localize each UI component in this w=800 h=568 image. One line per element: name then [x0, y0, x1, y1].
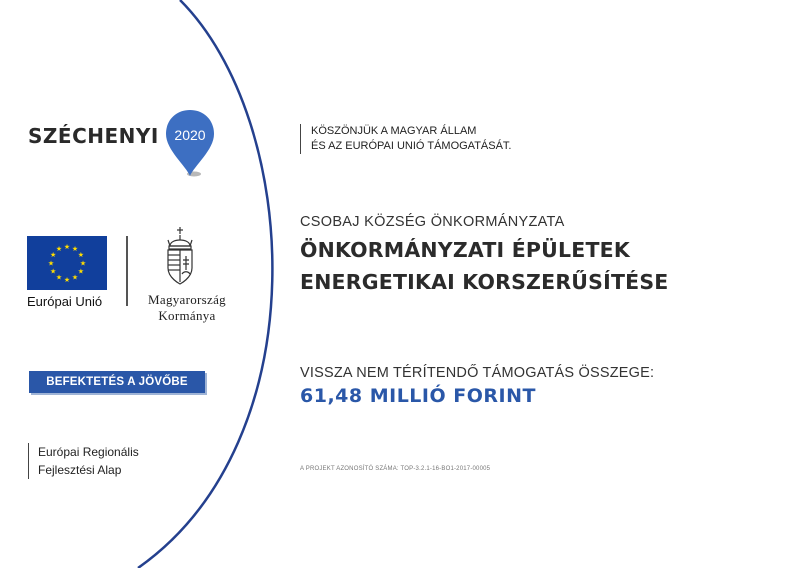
svg-text:★: ★ [49, 251, 57, 260]
svg-text:★: ★ [47, 259, 55, 268]
svg-text:★: ★ [71, 245, 79, 254]
location-pin-icon [164, 108, 216, 180]
project-title-line-1: ÖNKORMÁNYZATI ÉPÜLETEK [300, 238, 630, 262]
project-title [300, 234, 669, 298]
szechenyi-logo-text: SZÉCHENYI [28, 124, 159, 148]
grant-amount-value: 61,48 MILLIÓ FORINT [300, 385, 536, 407]
thanks-line-2: ÉS AZ EURÓPAI UNIÓ TÁMOGATÁSÁT. [311, 140, 512, 152]
fund-label [28, 443, 139, 479]
project-title-line-2: ENERGETIKAI KORSZERŰSÍTÉSE [300, 270, 669, 294]
svg-text:★: ★ [55, 245, 63, 254]
thanks-line-1: KÖSZÖNJÜK A MAGYAR ÁLLAM [311, 125, 477, 137]
szechenyi-year: 2020 [174, 127, 206, 143]
coat-of-arms-icon [162, 226, 198, 288]
eu-stars-icon [27, 236, 107, 290]
svg-text:★: ★ [71, 273, 79, 282]
svg-text:★: ★ [55, 273, 63, 282]
svg-text:★: ★ [63, 243, 71, 251]
thanks-text [300, 124, 511, 154]
eu-label: Európai Unió [27, 294, 103, 309]
svg-text:★: ★ [49, 267, 57, 276]
government-label-line-1: Magyarország [148, 292, 226, 307]
logo-divider [126, 236, 128, 306]
grant-amount-label: VISSZA NEM TÉRÍTENDŐ TÁMOGATÁS ÖSSZEGE: [300, 365, 655, 381]
fund-label-line-2: Fejlesztési Alap [38, 463, 122, 477]
svg-text:★: ★ [77, 251, 85, 260]
government-label-line-2: Kormánya [158, 308, 216, 323]
project-id: A PROJEKT AZONOSÍTÓ SZÁMA: TOP-3.2.1-16-BO1-2017-00005 [300, 466, 491, 472]
invest-badge: BEFEKTETÉS A JÖVŐBE [29, 371, 205, 393]
government-label [138, 292, 236, 324]
svg-text:★: ★ [79, 259, 87, 268]
svg-text:★: ★ [63, 275, 71, 284]
svg-text:★: ★ [77, 267, 85, 276]
eu-flag [27, 236, 107, 290]
fund-label-line-1: Európai Regionális [38, 445, 139, 459]
organization-name: CSOBAJ KÖZSÉG ÖNKORMÁNYZATA [300, 214, 565, 230]
